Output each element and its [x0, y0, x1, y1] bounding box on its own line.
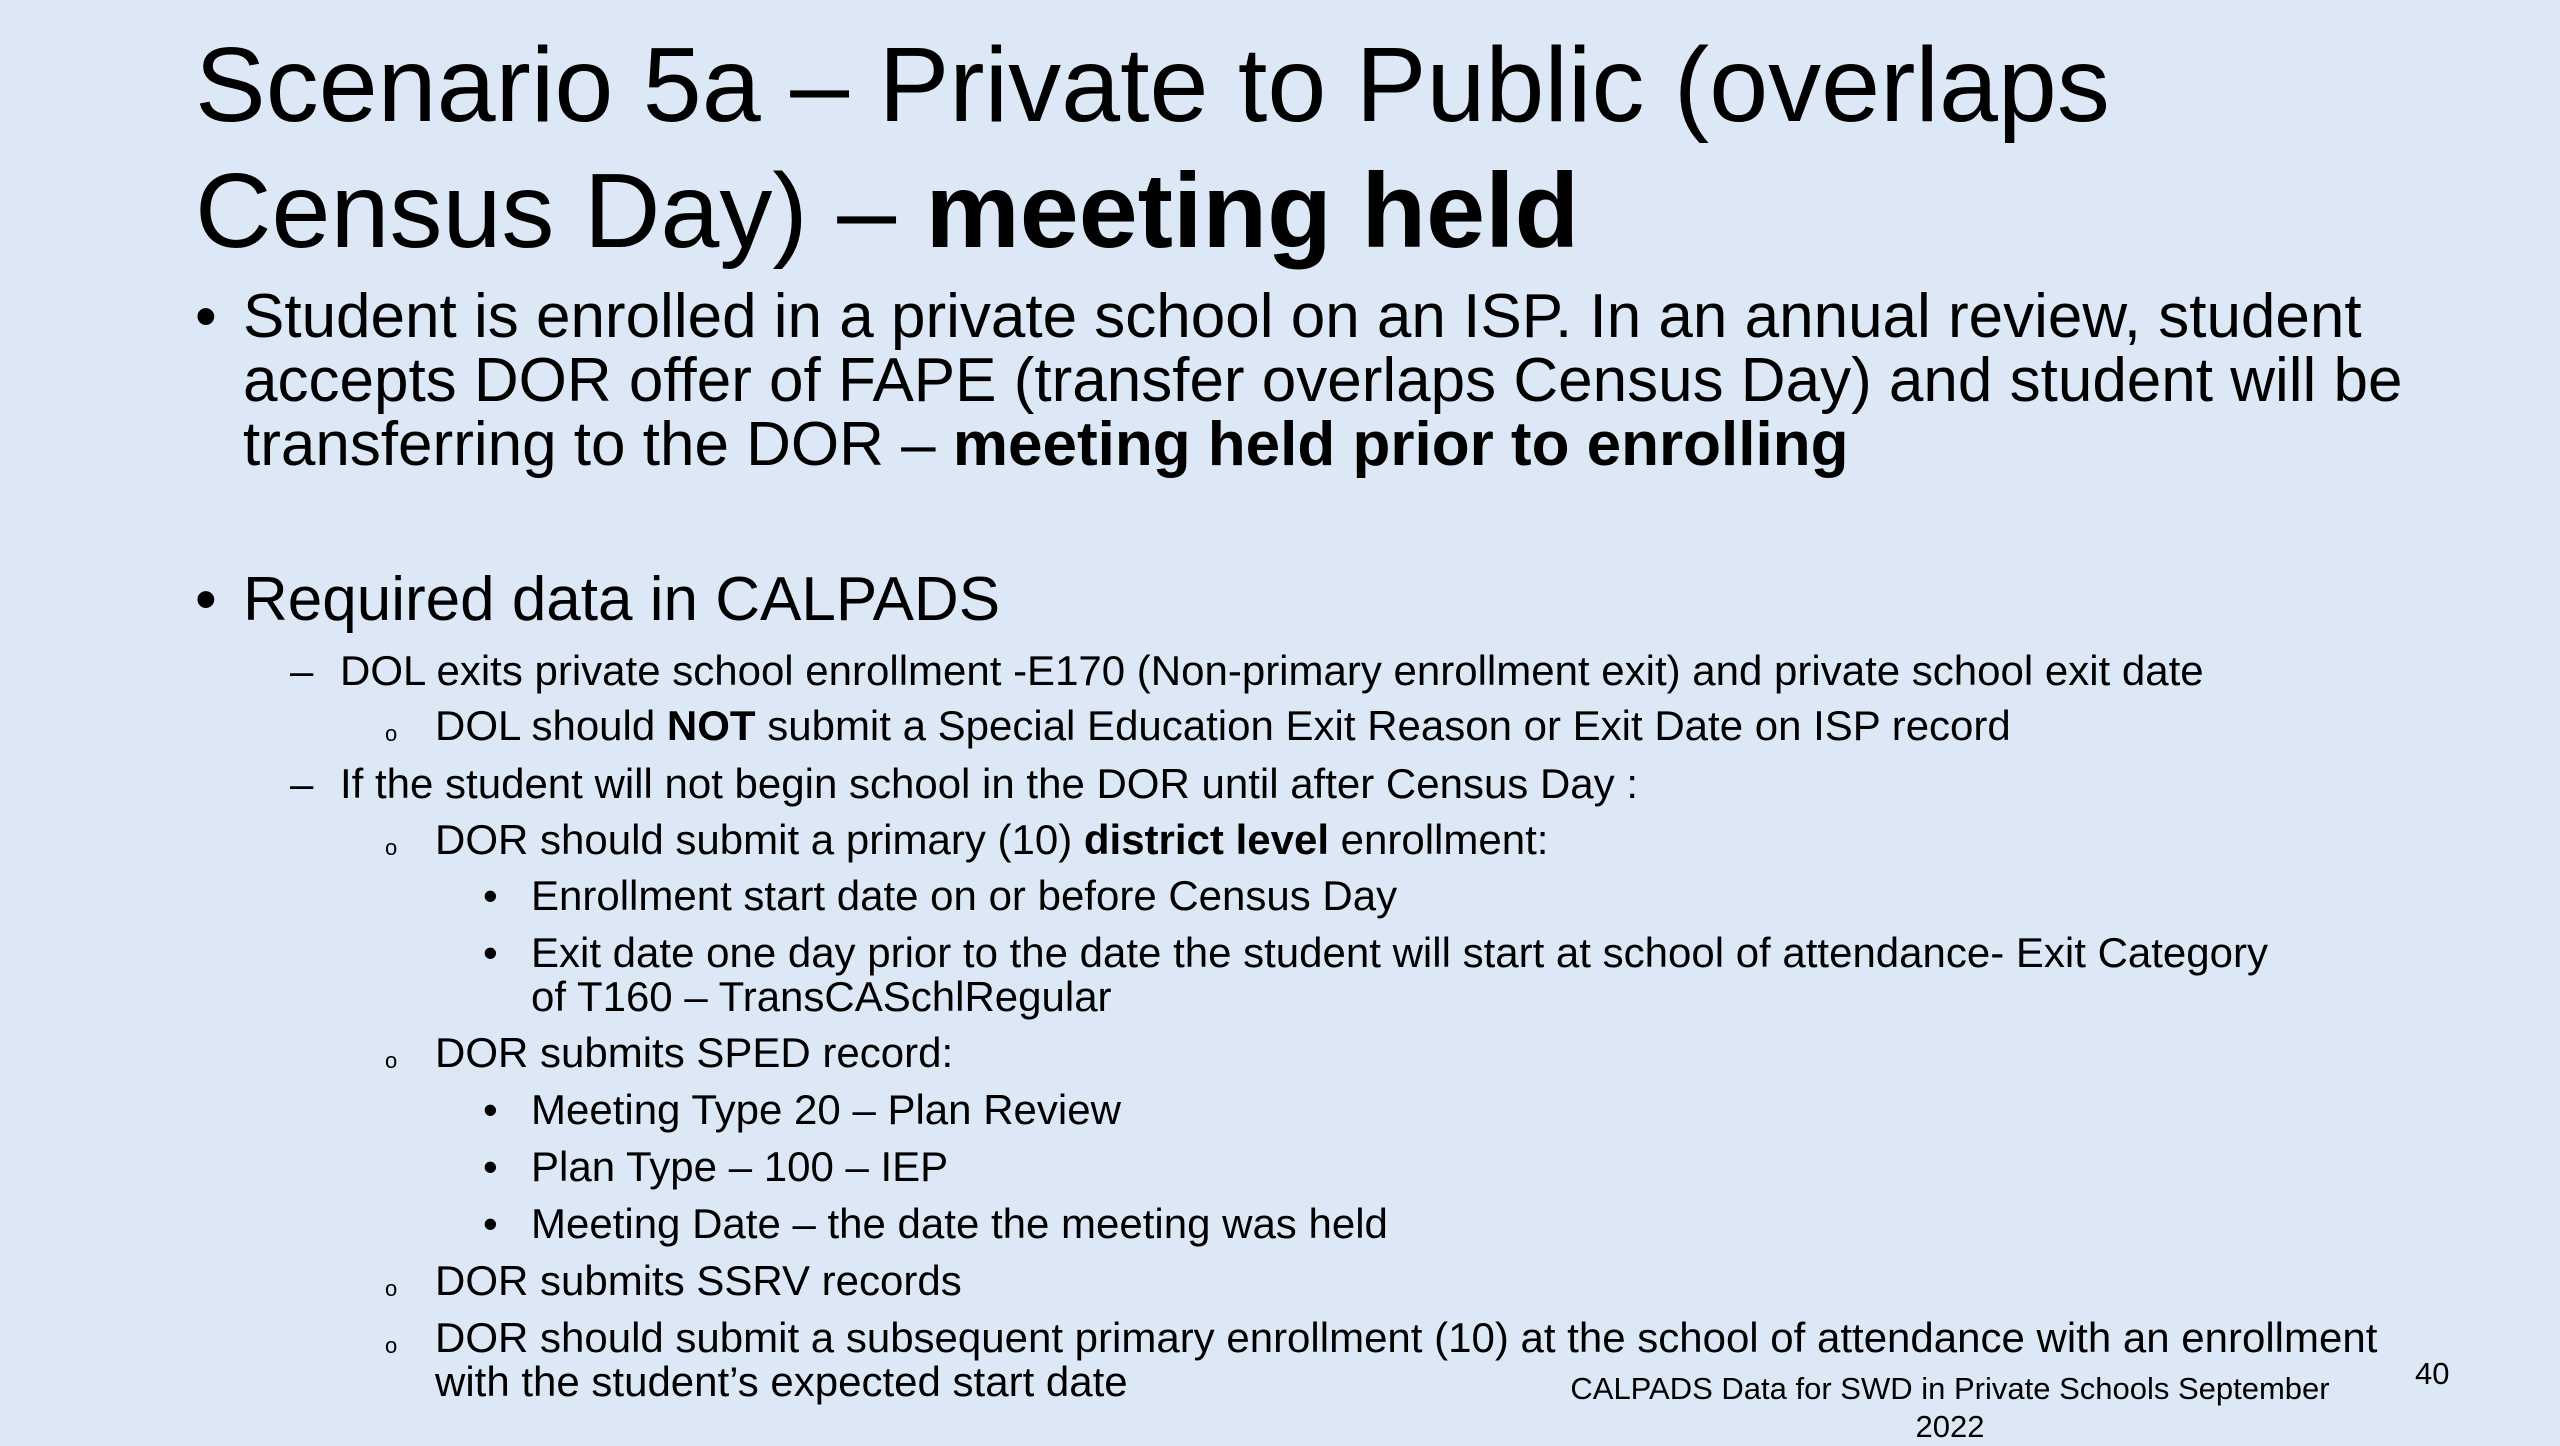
- circle-item-text: DOR should submit a subsequent primary enrollment (10) at the school of attendance with an enrollment with the student’s expected start date: [435, 1314, 2378, 1405]
- text-after: enrollment:: [1328, 816, 1549, 863]
- circle-item-text: [435, 818, 2445, 862]
- text-after: submit a Special Education Exit Reason or Exit Date on ISP record: [755, 702, 2011, 749]
- circle-bullet-icon: o: [385, 1048, 398, 1073]
- circle-bullet-icon: o: [385, 1333, 398, 1358]
- bullet-dot-icon: •: [483, 929, 498, 976]
- slide-footer: CALPADS Data for SWD in Private Schools September 2022: [1570, 1371, 2330, 1444]
- bullet-text-plain: Student is enrolled in a private school on an ISP. In an annual review, student accepts DOR offer of FAPE (transfer overlaps Census Day) and student will be transferring to the DOR –: [243, 282, 2403, 479]
- bullet-text: Required data in CALPADS: [243, 565, 1001, 634]
- bullet-dot-icon: •: [195, 565, 217, 634]
- bullet-dot-icon: •: [195, 282, 217, 351]
- title-line-2-plain: Census Day) –: [195, 152, 926, 270]
- bullet-text: [243, 282, 2425, 479]
- dot-item-exit-date: [483, 931, 2283, 1019]
- bullet-dot-icon: •: [483, 1143, 498, 1190]
- dash-icon: –: [290, 760, 314, 807]
- page-number: 40: [2415, 1356, 2450, 1391]
- bullet-dot-icon: •: [483, 872, 498, 919]
- text-before: DOL should: [435, 702, 667, 749]
- circle-item-dor-primary: [385, 818, 2445, 862]
- dot-item-text: Exit date one day prior to the date the student will start at school of attendance- Exit Category of T160 – TransCASchlRegular: [531, 929, 2268, 1020]
- circle-item-text: DOR submits SSRV records: [435, 1257, 962, 1304]
- text-bold: district level: [1083, 816, 1329, 863]
- circle-item-dol-should-not: [385, 704, 2445, 748]
- bullet-dot-icon: •: [483, 1200, 498, 1247]
- dot-item-plan-type: [483, 1145, 2283, 1189]
- title-line-2-bold: meeting held: [925, 152, 1580, 270]
- circle-item-sped-record: [385, 1031, 2445, 1075]
- dash-item-census-day: [290, 760, 2420, 808]
- dot-item-text: Meeting Type 20 – Plan Review: [531, 1086, 1121, 1133]
- bullet-required-data: [195, 565, 2425, 634]
- circle-item-ssrv: [385, 1259, 2445, 1303]
- bullet-dot-icon: •: [483, 1086, 498, 1133]
- dot-item-meeting-date: [483, 1202, 2283, 1246]
- dash-item-dol-exits: [290, 647, 2420, 695]
- circle-bullet-icon: o: [385, 721, 398, 746]
- circle-item-text: DOR submits SPED record:: [435, 1029, 954, 1076]
- circle-bullet-icon: o: [385, 1276, 398, 1301]
- dot-item-meeting-type: [483, 1088, 2283, 1132]
- dot-item-text: Enrollment start date on or before Census Day: [531, 872, 1398, 919]
- circle-item-text: [435, 704, 2445, 748]
- text-before: DOR should submit a primary (10): [435, 816, 1084, 863]
- dot-item-enrollment-start: [483, 874, 2283, 918]
- title-line-1: Scenario 5a – Private to Public (overlaps: [195, 26, 2110, 144]
- slide-title: [195, 22, 2495, 274]
- text-bold: NOT: [666, 702, 756, 749]
- dot-item-text: Meeting Date – the date the meeting was held: [531, 1200, 1388, 1247]
- bullet-text-bold: meeting held prior to enrolling: [952, 410, 1849, 479]
- dash-item-text: If the student will not begin school in the DOR until after Census Day :: [340, 760, 1639, 807]
- dash-item-text: DOL exits private school enrollment -E170 (Non-primary enrollment exit) and private school exit date: [340, 647, 2204, 694]
- dot-item-text: Plan Type – 100 – IEP: [531, 1143, 949, 1190]
- bullet-scenario-description: [195, 282, 2425, 479]
- circle-bullet-icon: o: [385, 835, 398, 860]
- dash-icon: –: [290, 647, 314, 694]
